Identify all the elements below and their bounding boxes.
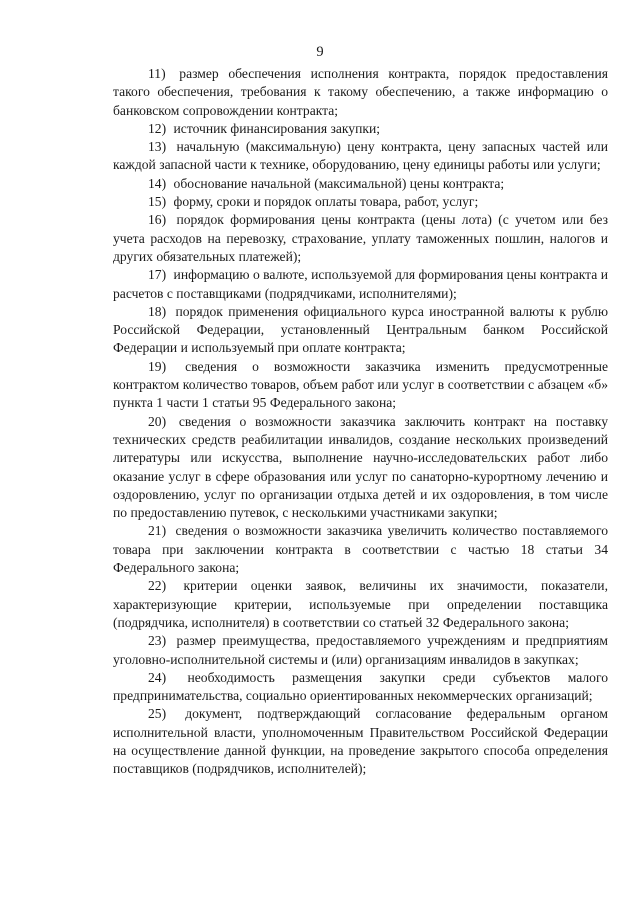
- item-text: сведения о возможности заказчика изменить предусмотренные контрактом количество товаров, объем работ или услуг в соответствии с абзацем «б» пункта 1 части 1 статьи 95 Федерального закона;: [113, 358, 608, 411]
- list-item: [113, 705, 608, 778]
- item-text: форму, сроки и порядок оплаты товара, работ, услуг;: [173, 194, 479, 210]
- item-text: информацию о валюте, используемой для формирования цены контракта и расчетов с поставщиками (подрядчиками, исполнителями);: [113, 267, 608, 301]
- item-number: 18): [148, 303, 167, 319]
- item-text: критерии оценки заявок, величины их значимости, показатели, характеризующие критерии, используемые при определении поставщика (подрядчика, исполнителя) в соответствии со статьей 32 Федерального закона;: [113, 578, 608, 630]
- item-text: обоснование начальной (максимальной) цены контракта;: [173, 175, 505, 191]
- item-text: размер обеспечения исполнения контракта, порядок предоставления такого обеспечения, требования к такому обеспечению, а также информацию о банковском сопровождении контракта;: [113, 66, 608, 118]
- item-number: 14): [148, 175, 167, 191]
- item-number: 16): [148, 212, 167, 228]
- item-number: 21): [148, 523, 167, 539]
- item-number: 11): [148, 66, 166, 81]
- item-number: 12): [148, 120, 167, 136]
- list-item: [113, 358, 608, 413]
- list-item: [113, 193, 608, 211]
- list-item: [113, 120, 608, 138]
- item-text: размер преимущества, предоставляемого учреждениям и предприятиям уголовно-исполнительной системы и (или) организациям инвалидов в закупках;: [113, 633, 608, 667]
- item-text: порядок применения официального курса иностранной валюты к рублю Российской Федерации, установленный Центральным банком Российской Федерации и используемый при оплате контракта;: [113, 303, 608, 356]
- list-item: [113, 211, 608, 266]
- item-number: 13): [148, 139, 167, 155]
- list-item: [113, 669, 608, 706]
- item-number: 22): [148, 578, 167, 594]
- list-item: [113, 65, 608, 120]
- list-item: [113, 577, 608, 632]
- document-body: [113, 65, 608, 779]
- item-number: 23): [148, 633, 167, 649]
- item-number: 19): [148, 358, 167, 374]
- list-item: [113, 632, 608, 669]
- item-text: порядок формирования цены контракта (цены лота) (с учетом или без учета расходов на перевозку, страхование, уплату таможенных пошлин, налогов и других обязательных платежей);: [113, 212, 608, 264]
- list-item: [113, 266, 608, 303]
- item-number: 15): [148, 194, 167, 210]
- item-text: необходимость размещения закупки среди субъектов малого предпринимательства, социально ориентированных некоммерческих организаций;: [113, 669, 608, 704]
- list-item: [113, 413, 608, 523]
- item-text: начальную (максимальную) цену контракта, цену запасных частей или каждой запасной части к технике, оборудованию, цену единицы работы или услуги;: [113, 139, 608, 173]
- list-item: [113, 138, 608, 175]
- item-text: сведения о возможности заказчика увеличить количество поставляемого товара при заключении контракта в соответствии с частью 18 статьи 34 Федерального закона;: [113, 523, 608, 576]
- item-text: документ, подтверждающий согласование федеральным органом исполнительной власти, уполномоченным Правительством Российской Федерации на осуществление данной функции, на проведение закрытого способа определения поставщиков (подрядчиков, исполнителей);: [113, 706, 608, 777]
- item-number: 20): [148, 413, 167, 429]
- item-number: 24): [148, 669, 167, 685]
- page-number: 9: [316, 44, 324, 60]
- item-number: 17): [148, 267, 167, 283]
- list-item: [113, 522, 608, 577]
- item-number: 25): [148, 706, 167, 722]
- item-text: сведения о возможности заказчика заключить контракт на поставку технических средств реабилитации инвалидов, создание нескольких произведений литературы или искусства, выполнение научно-исследовательских работ либо оказание услуг в сфере образования или услуг по санаторно-курортному лечению и оздоровлению, услуг по организации отдыха детей и их оздоровления, в том числе по предоставлению путевок, с несколькими участниками закупки;: [113, 413, 608, 521]
- list-item: [113, 303, 608, 358]
- item-text: источник финансирования закупки;: [173, 120, 381, 136]
- list-item: [113, 175, 608, 193]
